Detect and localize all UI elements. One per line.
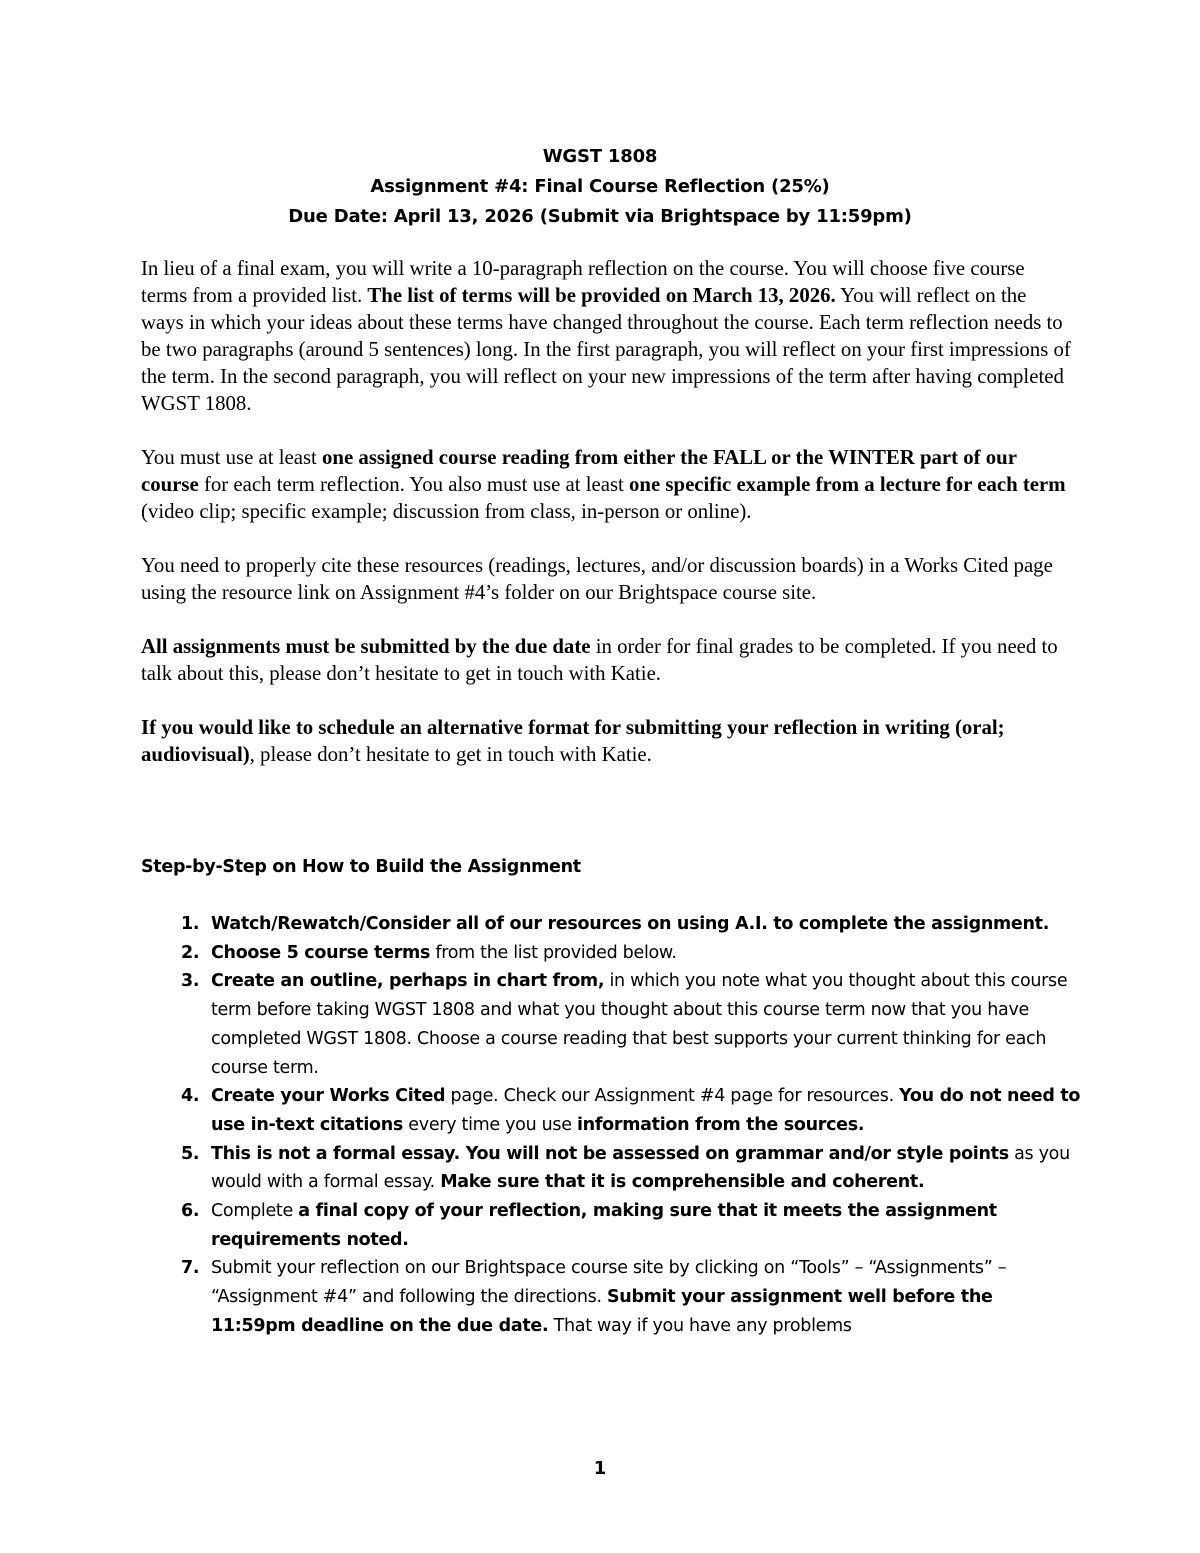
- document-header: [0, 142, 1200, 232]
- step-number: 6.: [181, 1201, 200, 1222]
- page-number: 1: [593, 1458, 607, 1479]
- text: , please don’t hesitate to get in touch with Katie.: [249, 743, 652, 766]
- step-text: [211, 1140, 1081, 1197]
- bold-text: information from the sources.: [576, 1114, 865, 1135]
- bold-text: one assigned course reading from either the FALL or the WINTER part of our course: [141, 446, 1017, 496]
- bold-text: Choose 5 course terms: [211, 942, 431, 963]
- step-text: [211, 939, 1081, 968]
- step-number: 1.: [181, 914, 200, 934]
- step-number: 4.: [181, 1086, 200, 1107]
- step-item: [141, 1197, 1081, 1254]
- bold-text: If you would like to schedule an alternative format for submitting your reflection in writing (oral; audiovisual): [141, 716, 1005, 766]
- text: Submit your reflection on our Brightspace course site by clicking on “Tools” – “Assignments” – “Assignment #4” and following the directions.: [211, 1258, 1007, 1308]
- text: page. Check our Assignment #4 page for resources.: [445, 1086, 900, 1107]
- text: Complete: [211, 1201, 299, 1222]
- bold-text: Submit your assignment well before the 11:59pm deadline on the due date.: [211, 1287, 993, 1336]
- step-item: [141, 1082, 1081, 1139]
- step-text: [211, 1254, 1081, 1340]
- text: That way if you have any problems: [548, 1315, 852, 1336]
- step-item: [141, 1254, 1081, 1340]
- bold-text: All assignments must be submitted by the due date: [141, 635, 591, 658]
- paragraph-deadline: [141, 633, 1071, 687]
- text: You will reflect on the ways in which your ideas about these terms have changed throughout the course. Each term reflection needs to be two paragraphs (around 5 sentences) long. In the first paragraph, you will reflect on your first impressions of the term. In the second paragraph, you will reflect on your new impressions of the term after having completed WGST 1808.: [141, 284, 1071, 415]
- step-text: [211, 967, 1081, 1082]
- bold-text: The list of terms will be provided on March 13, 2026.: [367, 284, 836, 307]
- bold-text: You do not need to use in-text citations: [211, 1086, 1081, 1135]
- step-number-wrap: [141, 1082, 211, 1139]
- step-number: 7.: [181, 1258, 200, 1279]
- bold-text: Watch/Rewatch/Consider all of our resources on using A.I. to complete the assignment.: [211, 914, 1050, 934]
- step-number: 3.: [181, 971, 200, 992]
- text: (video clip; specific example; discussion from class, in-person or online).: [141, 500, 752, 523]
- step-number-wrap: [141, 1254, 211, 1340]
- due-date: Due Date: April 13, 2026 (Submit via Brightspace by 11:59pm): [288, 206, 912, 227]
- text: in which you note what you thought about this course term before taking WGST 1808 and what you thought about this course term now that you have completed WGST 1808. Choose a course reading that best supports your current thinking for each course term.: [211, 971, 1068, 1078]
- step-text: [211, 910, 1081, 939]
- bold-text: a final copy of your reflection, making sure that it meets the assignment requirements noted.: [211, 1201, 997, 1250]
- steps-heading: Step-by-Step on How to Build the Assignment: [141, 857, 581, 877]
- text: In lieu of a final exam, you will write a 10-paragraph reflection on the course. You will choose five course terms from a provided list.: [141, 257, 1025, 307]
- bold-text: Create an outline, perhaps in chart from,: [211, 971, 605, 992]
- step-number-wrap: [141, 1197, 211, 1254]
- step-text: [211, 1197, 1081, 1254]
- text: every time you use: [403, 1114, 577, 1135]
- step-number: 2.: [181, 942, 200, 963]
- bold-text: one specific example from a lecture for each term: [629, 473, 1066, 496]
- step-item: [141, 967, 1081, 1082]
- step-number-wrap: [141, 1140, 211, 1197]
- steps-list: [141, 910, 1081, 1341]
- step-item: [141, 1140, 1081, 1197]
- paragraph-alternative-format: [141, 714, 1071, 768]
- course-code: WGST 1808: [542, 146, 658, 167]
- text: You need to properly cite these resources (readings, lectures, and/or discussion boards) in a Works Cited page using the resource link on Assignment #4’s folder on our Brightspace course site.: [141, 554, 1053, 604]
- paragraph-intro: [141, 255, 1071, 417]
- step-item: [141, 939, 1081, 968]
- step-item: [141, 910, 1081, 939]
- text: for each term reflection. You also must use at least: [198, 473, 630, 496]
- step-number-wrap: [141, 939, 211, 968]
- step-number-wrap: [141, 910, 211, 939]
- step-number: 5.: [181, 1143, 200, 1164]
- bold-text: Make sure that it is comprehensible and coherent.: [440, 1172, 925, 1193]
- paragraph-requirements: [141, 444, 1071, 525]
- assignment-title: Assignment #4: Final Course Reflection (25%): [370, 176, 830, 197]
- step-number-wrap: [141, 967, 211, 1082]
- text: in order for final grades to be completed. If you need to talk about this, please don’t hesitate to get in touch with Katie.: [141, 635, 1058, 685]
- document-body: [141, 255, 1071, 795]
- text: You must use at least: [141, 446, 323, 469]
- bold-text: This is not a formal essay. You will not be assessed on grammar and/or style points: [211, 1143, 1009, 1164]
- paragraph-citations: [141, 552, 1071, 606]
- bold-text: Create your Works Cited: [211, 1086, 446, 1107]
- text: from the list provided below.: [430, 942, 677, 963]
- step-text: [211, 1082, 1081, 1139]
- text: as you would with a formal essay.: [211, 1143, 1070, 1193]
